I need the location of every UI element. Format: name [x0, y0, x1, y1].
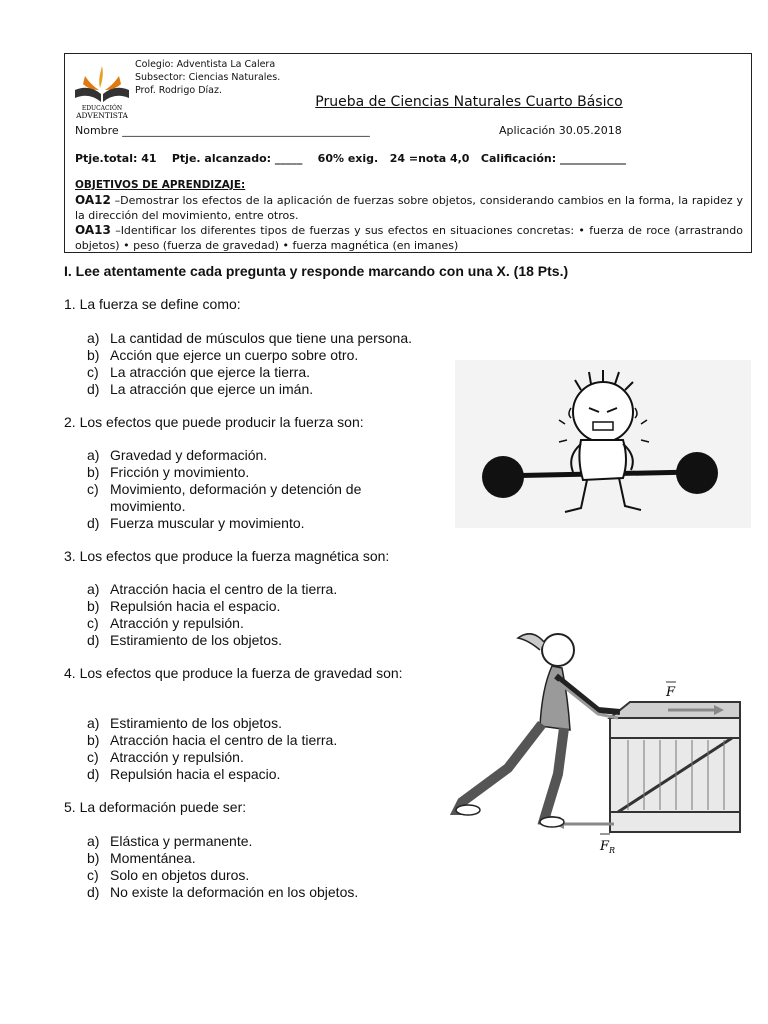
option-5c[interactable]: c) Solo en objetos duros. — [87, 867, 250, 883]
option-4d[interactable]: d) Repulsión hacia el espacio. — [87, 766, 281, 782]
option-4b[interactable]: b) Atracción hacia el centro de la tierra. — [87, 732, 338, 748]
application-date: Aplicación 30.05.2018 — [499, 124, 622, 137]
objective-oa13 — [75, 223, 743, 253]
option-1c[interactable]: c) La atracción que ejerce la tierra. — [87, 364, 310, 380]
question-4: 4. Los efectos que produce la fuerza de gravedad son: — [64, 665, 403, 681]
question-4-options — [87, 715, 337, 783]
option-2a[interactable]: a) Gravedad y deformación. — [87, 447, 268, 463]
pushing-crate-illustration — [448, 598, 748, 860]
question-3: 3. Los efectos que produce la fuerza magnética son: — [64, 548, 390, 564]
teacher: Prof. Rodrigo Díaz. — [135, 85, 222, 96]
option-4a[interactable]: a) Estiramiento de los objetos. — [87, 715, 282, 731]
weightlifter-illustration — [455, 360, 751, 528]
name-field[interactable]: Nombre _____________________________________________ — [75, 124, 370, 137]
force-label: F — [666, 685, 676, 700]
question-2: 2. Los efectos que puede producir la fuerza son: — [64, 414, 364, 430]
option-5a[interactable]: a) Elástica y permanente. — [87, 833, 253, 849]
option-1b[interactable]: b) Acción que ejerce un cuerpo sobre otro. — [87, 347, 359, 363]
question-1: 1. La fuerza se define como: — [64, 296, 241, 312]
name-row — [75, 124, 740, 137]
question-5: 5. La deformación puede ser: — [64, 799, 247, 815]
header-box — [64, 53, 752, 253]
friction-label: $F_R$ — [600, 839, 616, 855]
objective-oa12 — [75, 193, 743, 223]
option-4c[interactable]: c) Atracción y repulsión. — [87, 749, 244, 765]
objectives — [75, 178, 743, 253]
option-3c[interactable]: c) Atracción y repulsión. — [87, 615, 244, 631]
option-3a[interactable]: a) Atracción hacia el centro de la tierra. — [87, 581, 338, 597]
option-2b[interactable]: b) Fricción y movimiento. — [87, 464, 250, 480]
svg-text:EDUCACIÓN: EDUCACIÓN — [81, 105, 123, 112]
option-2d[interactable]: d) Fuerza muscular y movimiento. — [87, 515, 305, 531]
score-row: Ptje.total: 41 Ptje. alcanzado: _____ 60% exig. 24 =nota 4,0 Calificación: ____________ — [75, 152, 626, 165]
option-5d[interactable]: d) No existe la deformación en los objetos. — [87, 884, 359, 900]
school-name: Colegio: Adventista La Calera — [135, 59, 276, 70]
oa13-code: OA13 — [75, 223, 111, 237]
section-title: I. Lee atentamente cada pregunta y responde marcando con una X. (18 Pts.) — [64, 263, 569, 279]
question-5-options — [87, 833, 358, 901]
oa13-text: –Identificar los diferentes tipos de fuerzas y sus efectos en situaciones concretas: • fuerza de roce (arrastrando objetos) • peso (fuerza de gravedad) • fuerza magnética (en imanes) — [75, 224, 743, 252]
subsector: Subsector: Ciencias Naturales. — [135, 72, 281, 83]
option-3b[interactable]: b) Repulsión hacia el espacio. — [87, 598, 281, 614]
objectives-heading: OBJETIVOS DE APRENDIZAJE: — [75, 179, 246, 191]
oa12-text: –Demostrar los efectos de la aplicación de fuerzas sobre objetos, considerando cambios en la forma, la rapidez y la dirección del movimiento, entre otros. — [75, 194, 743, 222]
question-1-options — [87, 330, 412, 398]
school-info — [135, 58, 280, 97]
option-5b[interactable]: b) Momentánea. — [87, 850, 196, 866]
oa12-code: OA12 — [75, 193, 111, 207]
svg-text:ADVENTISTA: ADVENTISTA — [76, 111, 128, 120]
question-3-options — [87, 581, 337, 649]
question-2-options — [87, 447, 417, 532]
option-1d[interactable]: d) La atracción que ejerce un imán. — [87, 381, 314, 397]
option-1a[interactable]: a) La cantidad de músculos que tiene una persona. — [87, 330, 412, 346]
test-title: Prueba de Ciencias Naturales Cuarto Básico — [315, 94, 623, 110]
option-2c[interactable]: c) Movimiento, deformación y detención de movimiento. — [87, 481, 362, 514]
option-3d[interactable]: d) Estiramiento de los objetos. — [87, 632, 282, 648]
school-logo — [71, 60, 133, 120]
